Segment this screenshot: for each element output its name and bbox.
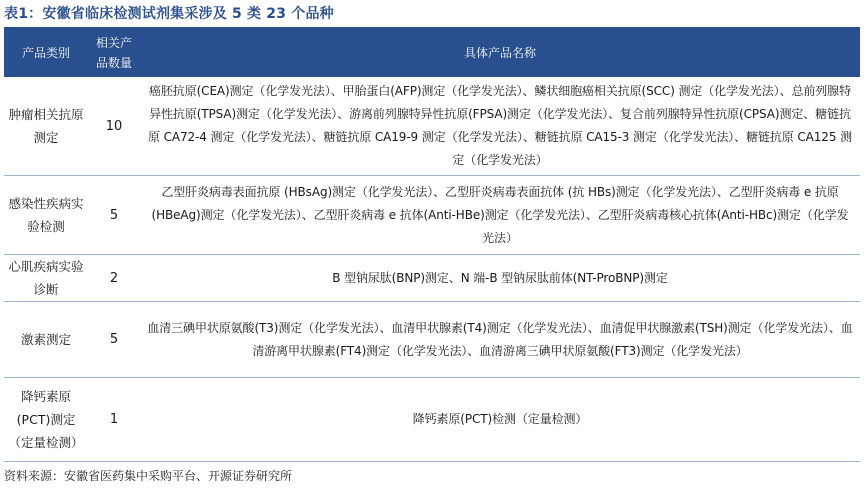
row-category: 感染性疾病实验检测 (4, 176, 88, 255)
header-products: 具体产品名称 (140, 29, 860, 77)
table-row (4, 378, 860, 462)
row-count: 1 (88, 378, 140, 462)
source-note: 资料来源：安徽省医药集中采购平台、开源证券研究所 (4, 469, 293, 483)
row-category: 降钙素原(PCT)测定（定量检测） (4, 378, 88, 462)
row-count: 5 (88, 302, 140, 378)
row-products: 降钙素原(PCT)检测（定量检测） (140, 378, 860, 462)
reagent-table (4, 29, 860, 462)
table-row (4, 77, 860, 176)
row-products: B 型钠尿肽(BNP)测定、N 端-B 型钠尿肽前体(NT-ProBNP)测定 (140, 255, 860, 302)
row-count: 10 (88, 77, 140, 176)
row-products: 血清三碘甲状原氨酸(T3)测定（化学发光法）、血清甲状腺素(T4)测定（化学发光法）、血清促甲状腺激素(TSH)测定（化学发光法）、血清游离甲状腺素(FT4)测定（化学发光法）、血清游离三碘甲状原氨酸(FT3)测定（化学发光法） (140, 302, 860, 378)
row-category: 心肌疾病实验诊断 (4, 255, 88, 302)
row-category: 肿瘤相关抗原测定 (4, 77, 88, 176)
table-header-row (4, 29, 860, 77)
header-category: 产品类别 (4, 29, 88, 77)
table-title: 表1：安徽省临床检测试剂集采涉及 5 类 23 个品种 (4, 6, 334, 22)
table-row (4, 255, 860, 302)
row-products: 乙型肝炎病毒表面抗原 (HBsAg)测定（化学发光法）、乙型肝炎病毒表面抗体 (抗 HBs)测定（化学发光法）、乙型肝炎病毒 e 抗原 (HBeAg)测定（化学发光法）、乙型肝炎病毒 e 抗体(Anti-HBe)测定（化学发光法）、乙型肝炎病毒核心抗体(Anti-HBc)测定（化学发光法） (140, 176, 860, 255)
row-products: 癌胚抗原(CEA)测定（化学发光法）、甲胎蛋白(AFP)测定（化学发光法）、鳞状细胞癌相关抗原(SCC) 测定（化学发光法）、总前列腺特异性抗原(TPSA)测定（化学发光法）、游离前列腺特异性抗原(FPSA)测定（化学发光法）、复合前列腺特异性抗原(CPSA)测定、糖链抗原 CA72-4 测定（化学发光法）、糖链抗原 CA19-9 测定（化学发光法）、糖链抗原 CA15-3 测定（化学发光法）、糖链抗原 CA125 测定（化学发光法） (140, 77, 860, 176)
header-count: 相关产品数量 (88, 29, 140, 77)
row-count: 5 (88, 176, 140, 255)
row-count: 2 (88, 255, 140, 302)
table-row (4, 302, 860, 378)
row-category: 激素测定 (4, 302, 88, 378)
table-row (4, 176, 860, 255)
